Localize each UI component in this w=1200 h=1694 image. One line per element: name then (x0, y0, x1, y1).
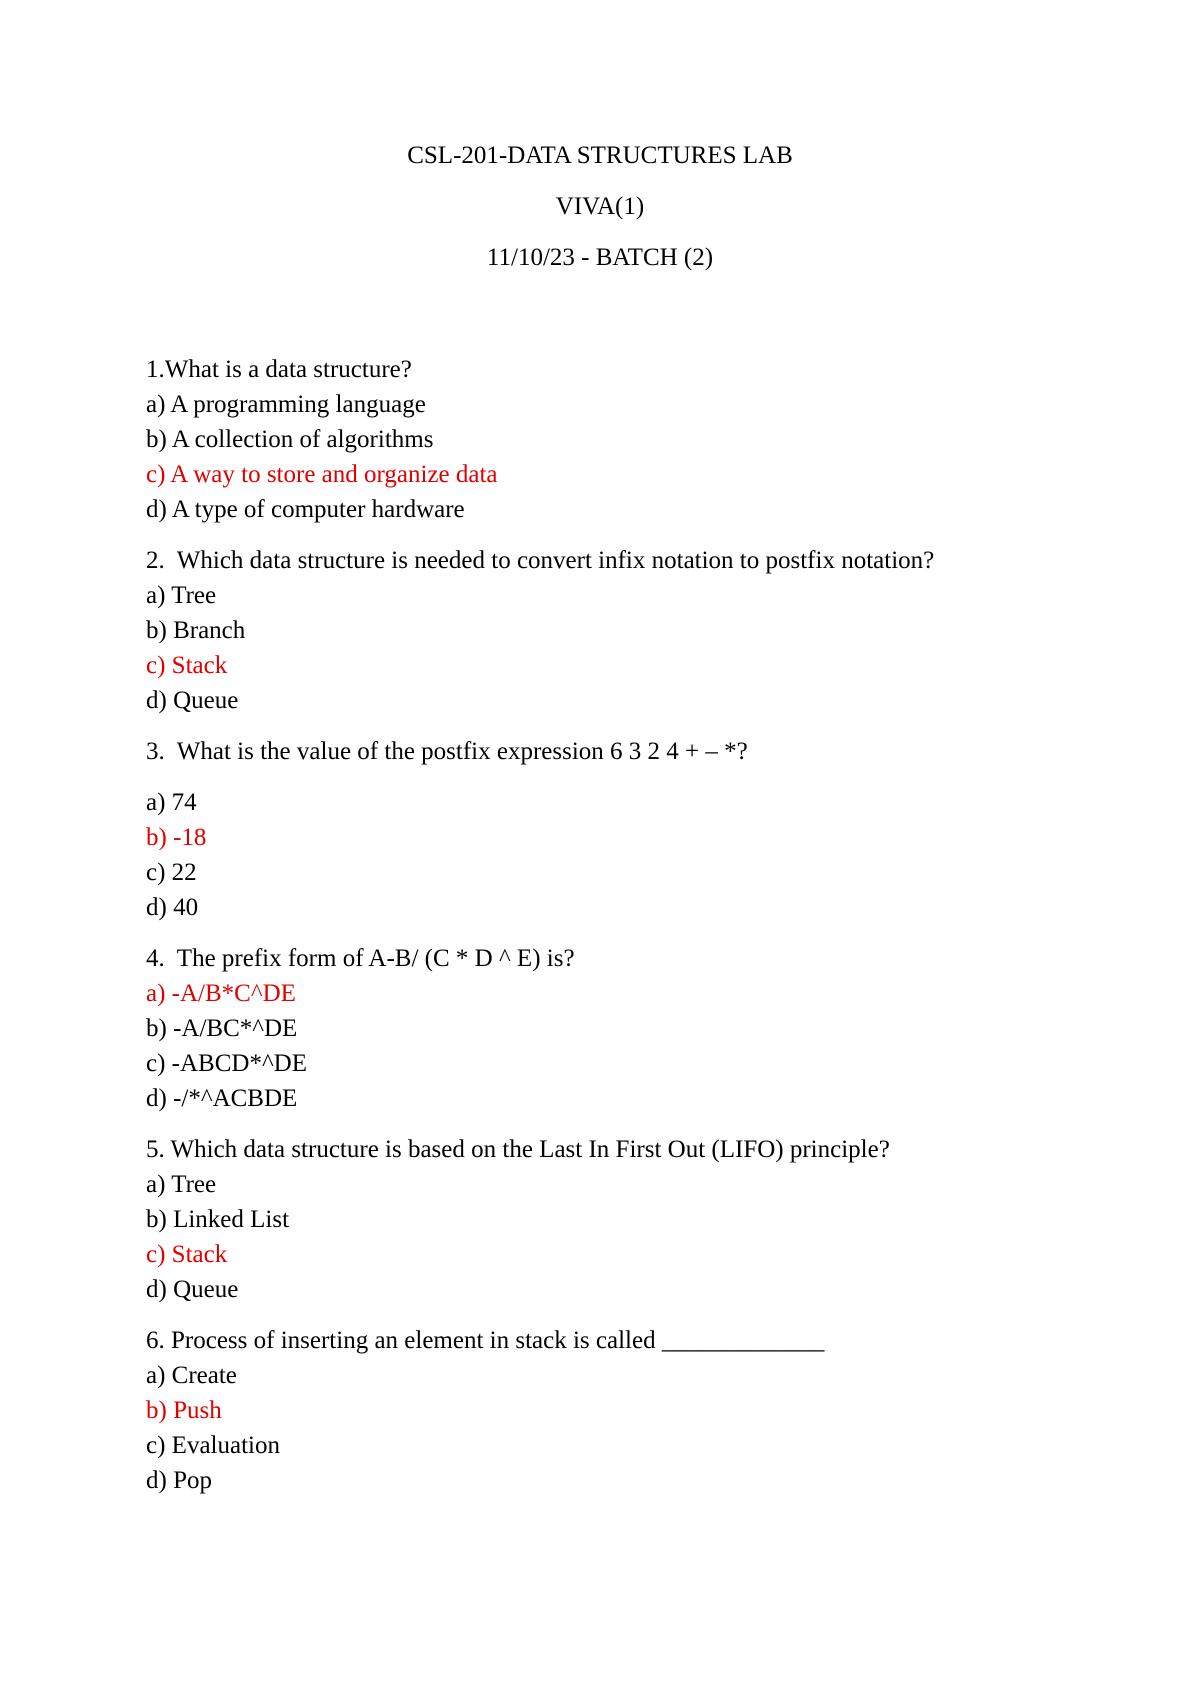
option-b: b) Push (146, 1397, 222, 1424)
question-text: 2. Which data structure is needed to convert infix notation to postfix notation? (146, 547, 935, 574)
option-a: a) Tree (146, 1171, 217, 1198)
exam-title: VIVA(1) (555, 193, 645, 220)
option-d: d) A type of computer hardware (146, 496, 465, 523)
option-b: b) -18 (146, 824, 207, 851)
option-d: d) Pop (146, 1467, 212, 1494)
option-b: b) -A/BC*^DE (146, 1015, 298, 1042)
document-header (0, 142, 1200, 295)
option-b: b) A collection of algorithms (146, 426, 434, 453)
question-text: 1.What is a data structure? (146, 356, 412, 383)
question-text: 6. Process of inserting an element in stack is called _____________ (146, 1327, 825, 1354)
question-text: 5. Which data structure is based on the Last In First Out (LIFO) principle? (146, 1136, 890, 1163)
option-c: c) Stack (146, 652, 228, 679)
option-b: b) Linked List (146, 1206, 290, 1233)
option-d: d) -/*^ACBDE (146, 1085, 298, 1112)
option-c: c) Stack (146, 1241, 228, 1268)
question-3 (146, 734, 1146, 925)
question-text: 3. What is the value of the postfix expression 6 3 2 4 + – *? (146, 738, 748, 765)
question-1 (146, 352, 1146, 527)
option-a: a) A programming language (146, 391, 426, 418)
question-5 (146, 1132, 1146, 1307)
date-batch: 11/10/23 - BATCH (2) (486, 244, 714, 271)
option-c: c) 22 (146, 859, 197, 886)
option-b: b) Branch (146, 617, 246, 644)
option-c: c) A way to store and organize data (146, 461, 498, 488)
option-d: d) Queue (146, 1276, 239, 1303)
course-title: CSL-201-DATA STRUCTURES LAB (407, 142, 793, 169)
question-list (146, 352, 1146, 1514)
option-a: a) -A/B*C^DE (146, 980, 296, 1007)
question-4 (146, 941, 1146, 1116)
option-c: c) Evaluation (146, 1432, 280, 1459)
question-2 (146, 543, 1146, 718)
question-text: 4. The prefix form of A-B/ (C * D ^ E) is? (146, 945, 575, 972)
option-c: c) -ABCD*^DE (146, 1050, 308, 1077)
question-6 (146, 1323, 1146, 1498)
option-d: d) Queue (146, 687, 239, 714)
option-a: a) Tree (146, 582, 217, 609)
option-a: a) Create (146, 1362, 237, 1389)
option-d: d) 40 (146, 894, 199, 921)
option-a: a) 74 (146, 789, 197, 816)
